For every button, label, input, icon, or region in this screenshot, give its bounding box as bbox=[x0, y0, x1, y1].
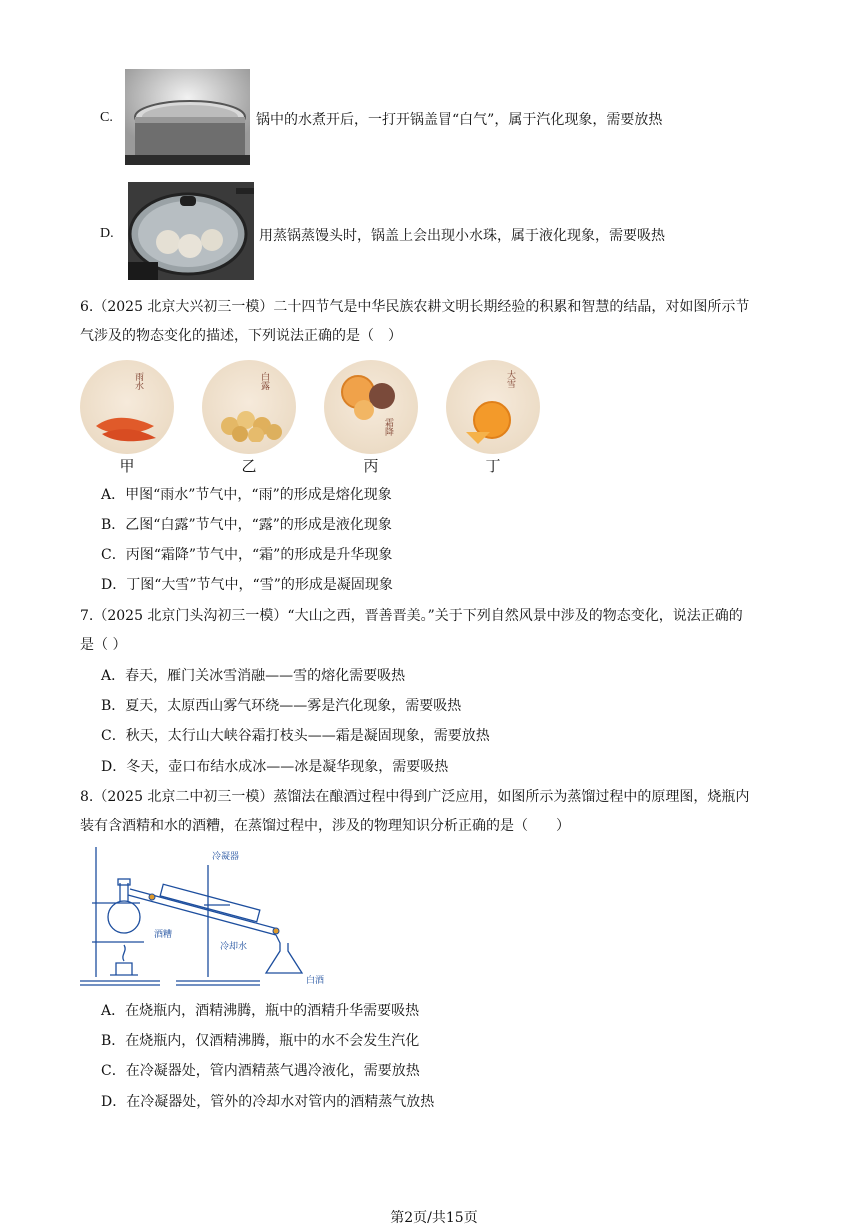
option-d-text: 用蒸锅蒸馒头时，锅盖上会出现小水珠，属于液化现象，需要吸热 bbox=[259, 228, 665, 244]
distillation-diagram bbox=[80, 845, 330, 993]
q8-stem-line1: 8.（2025 北京二中初三一模）蒸馏法在酿酒过程中得到广泛应用，如图所示为蒸馏过程中的原理图，烧瓶内 bbox=[80, 789, 750, 805]
option-d-letter: D. bbox=[100, 226, 114, 241]
q7-option-b: B．夏天，太原西山雾气环绕——雾是汽化现象，需要吸热 bbox=[101, 698, 462, 714]
solar-term-image-daxue bbox=[446, 360, 540, 454]
q7-option-d: D．冬天，壶口布结水成冰——冰是凝华现象，需要吸热 bbox=[101, 759, 449, 775]
seal-text: 大雪 bbox=[505, 370, 515, 388]
seal-text: 白露 bbox=[259, 372, 269, 390]
caption-jia: 甲 bbox=[119, 457, 135, 475]
q6-option-c: C．丙图“霜降”节气中，“霜”的形成是升华现象 bbox=[101, 547, 393, 563]
q8-stem-line2: 装有含酒精和水的酒糟，在蒸馏过程中，涉及的物理知识分析正确的是（ ） bbox=[80, 818, 570, 834]
q8-option-b: B．在烧瓶内，仅酒精沸腾，瓶中的水不会发生汽化 bbox=[101, 1033, 420, 1049]
solar-term-image-shuangjiang bbox=[324, 360, 418, 454]
solar-term-image-yushui bbox=[80, 360, 174, 454]
q7-stem-line2: 是（ ） bbox=[80, 637, 127, 653]
caption-bing: 丙 bbox=[363, 457, 379, 475]
caption-ding: 丁 bbox=[485, 457, 501, 475]
q7-stem-line1: 7.（2025 北京门头沟初三一模）“大山之西，晋善晋美。”关于下列自然风景中涉及的物态变化，说法正确的 bbox=[80, 608, 743, 624]
q6-option-b: B．乙图“白露”节气中，“露”的形成是液化现象 bbox=[101, 517, 392, 533]
q6-option-d: D．丁图“大雪”节气中，“雪”的形成是凝固现象 bbox=[101, 577, 393, 593]
boiling-pot-photo bbox=[125, 69, 250, 165]
option-c-letter: C. bbox=[100, 110, 113, 125]
label-liquor: 白酒 bbox=[306, 976, 325, 986]
caption-yi: 乙 bbox=[241, 457, 257, 475]
q7-option-c: C．秋天，太行山大峡谷霜打枝头——霜是凝固现象，需要放热 bbox=[101, 728, 490, 744]
q8-option-c: C．在冷凝器处，管内酒精蒸气遇冷液化，需要放热 bbox=[101, 1063, 420, 1079]
seal-text: 霜降 bbox=[383, 418, 393, 436]
label-mash: 酒糟 bbox=[154, 930, 173, 940]
label-condenser: 冷凝器 bbox=[212, 852, 240, 862]
seal-text: 雨水 bbox=[133, 372, 143, 390]
solar-term-image-bailu bbox=[202, 360, 296, 454]
steamer-lid-photo bbox=[128, 182, 254, 280]
q6-stem-line1: 6.（2025 北京大兴初三一模）二十四节气是中华民族农耕文明长期经验的积累和智慧的结晶，对如图所示节 bbox=[80, 299, 750, 315]
q8-option-d: D．在冷凝器处，管外的冷却水对管内的酒精蒸气放热 bbox=[101, 1094, 435, 1110]
q8-option-a: A．在烧瓶内，酒精沸腾，瓶中的酒精升华需要吸热 bbox=[101, 1003, 420, 1019]
q6-stem-line2: 气涉及的物态变化的描述，下列说法正确的是（ ） bbox=[80, 328, 402, 344]
option-c-text: 锅中的水煮开后，一打开锅盖冒“白气”，属于汽化现象，需要放热 bbox=[256, 112, 663, 128]
page-footer: 第2页/共15页 bbox=[390, 1210, 478, 1226]
q7-option-a: A．春天，雁门关冰雪消融——雪的熔化需要吸热 bbox=[101, 668, 406, 684]
q6-option-a: A．甲图“雨水”节气中，“雨”的形成是熔化现象 bbox=[101, 487, 392, 503]
label-cooling-water: 冷却水 bbox=[220, 942, 248, 952]
